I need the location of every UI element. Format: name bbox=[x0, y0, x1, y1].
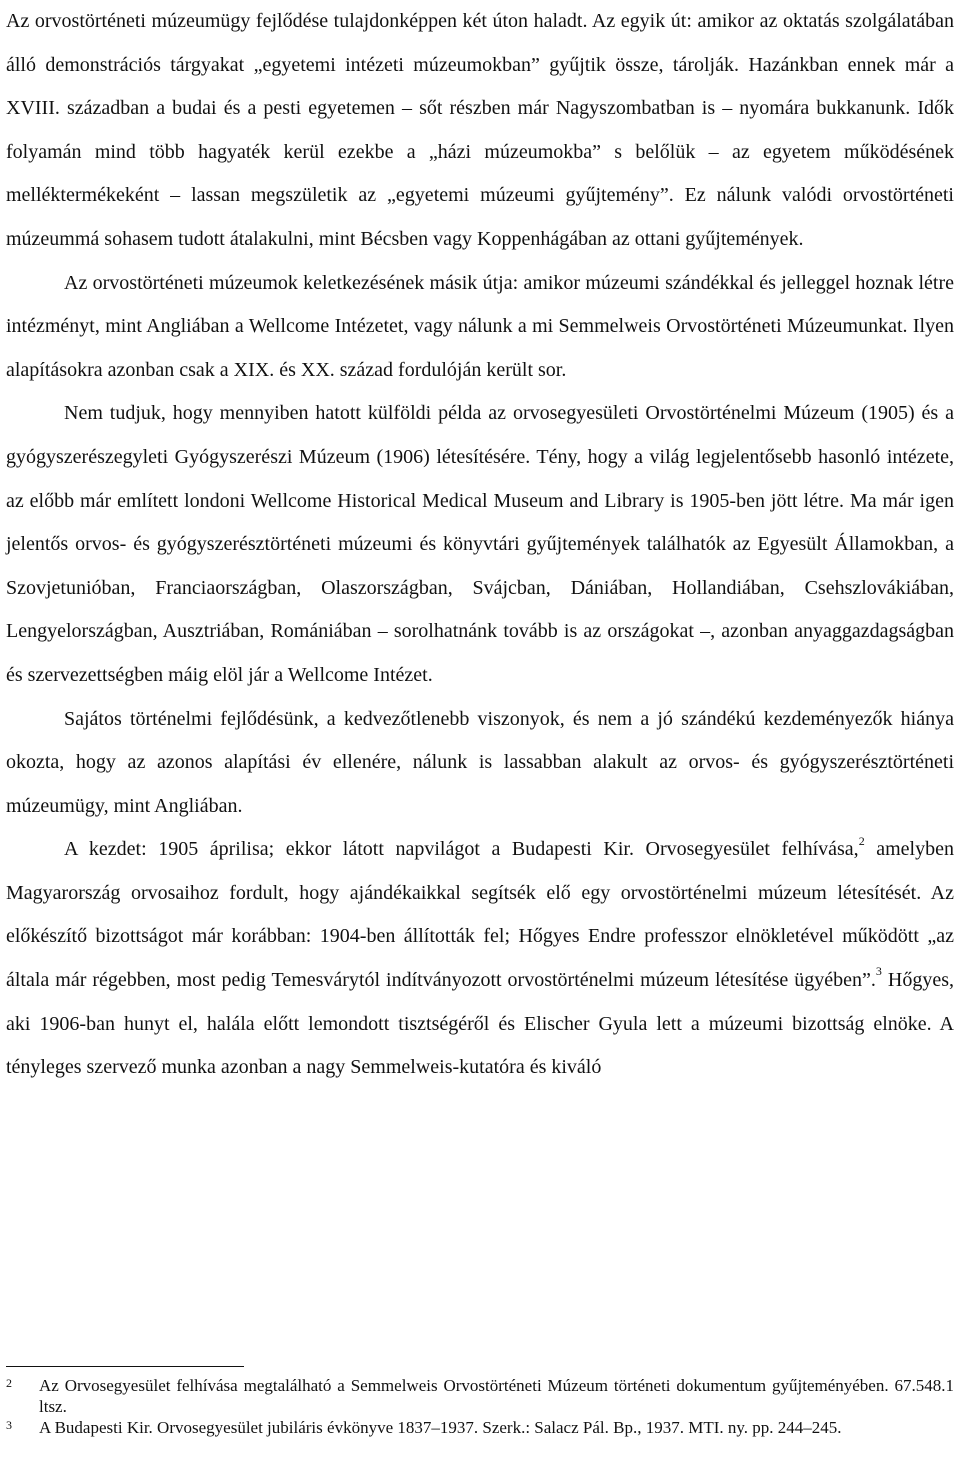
paragraph-text: Nem tudjuk, hogy mennyiben hatott külföldi példa az orvosegyesületi Orvostörténelmi Múzeum (1905) és a gyógyszerészegyleti Gyógyszerészi Múzeum (1906) létesítésére. Tény, hogy a világ legjelentősebb hasonló intézete, az előbb már említett londoni Wellcome Historical Medical Museum and Library is 1905-ben jött létre. Ma már igen jelentős orvos- és gyógyszerésztörténeti múzeumi és könyvtári gyűjtemények találhatók az Egyesült Államokban, a Szovjetunióban, Franciaországban, Olaszországban, Svájcban, Dániában, Hollandiában, Csehszlovákiában, Lengyelországban, Ausztriában, Romániában – sorolhatnánk tovább is az országokat –, azonban anyaggazdagságban és szervezettségben máig elöl jár a Wellcome Intézet. bbox=[6, 402, 954, 686]
footnote-number: 2 bbox=[6, 1376, 12, 1390]
footnote-3 bbox=[6, 1417, 954, 1438]
paragraph bbox=[6, 392, 954, 697]
footnote-reference: 3 bbox=[875, 964, 882, 979]
document-page bbox=[6, 0, 954, 1090]
footnote-separator bbox=[6, 1366, 244, 1367]
footnote-2 bbox=[6, 1375, 954, 1417]
paragraph-text: Az orvostörténeti múzeumügy fejlődése tulajdonképpen két úton haladt. Az egyik út: amikor az oktatás szolgálatában álló demonstrációs tárgyakat „egyetemi intézeti múzeumokban” gyűjtik össze, tárolják. Hazánkban ennek már a XVIII. században a budai és a pesti egyetemen – sőt részben már Nagyszombatban is – nyomára bukkanunk. Idők folyamán mind több hagyaték kerül ezekbe a „házi múzeumokba” s belőlük – az egyetem működésének melléktermékeként – lassan megszületik az „egyetemi múzeumi gyűjtemény”. Ez nálunk valódi orvostörténeti múzeummá sohasem tudott átalakulni, mint Bécsben vagy Koppenhágában az ottani gyűjtemények. bbox=[6, 10, 954, 250]
paragraph-text: Hőgyes, aki 1906-ban hunyt el, halála előtt lemondott tisztségéről és Elischer Gyula lett a múzeumi bizottság elnöke. A tényleges szervező munka azonban a nagy Semmelweis-kutatóra és kiváló bbox=[6, 969, 954, 1079]
body-text bbox=[6, 0, 954, 1090]
paragraph-text: amelyben Magyarország orvosaihoz fordult, hogy ajándékaikkal segítsék elő egy orvostörténelmi múzeum létesítését. Az előkészítő bizottságot már korábban: 1904-ben állították fel; Hőgyes Endre professzor elnökletével működött „az általa már régebben, most pedig Temesvárytól indítványozott orvostörténelmi múzeum létesítése ügyében”. bbox=[6, 838, 954, 992]
footnote-number: 3 bbox=[6, 1418, 12, 1432]
footnote-reference: 2 bbox=[858, 833, 865, 848]
paragraph-text: Sajátos történelmi fejlődésünk, a kedvezőtlenebb viszonyok, és nem a jó szándékú kezdeményezők hiánya okozta, hogy az azonos alapítási év ellenére, nálunk is lassabban alakult az orvos- és gyógyszerésztörténeti múzeumügy, mint Angliában. bbox=[6, 707, 954, 817]
paragraph bbox=[6, 0, 954, 262]
paragraph bbox=[6, 698, 954, 829]
paragraph bbox=[6, 262, 954, 393]
footnotes bbox=[6, 1375, 954, 1438]
paragraph-text: A kezdet: 1905 áprilisa; ekkor látott napvilágot a Budapesti Kir. Orvosegyesület felhívása, bbox=[64, 838, 859, 861]
footnote-text: Az Orvosegyesület felhívása megtalálható a Semmelweis Orvostörténeti Múzeum történeti dokumentum gyűjteményében. 67.548.1 ltsz. bbox=[39, 1376, 954, 1416]
footnote-text: A Budapesti Kir. Orvosegyesület jubiláris évkönyve 1837–1937. Szerk.: Salacz Pál. Bp., 1937. MTI. ny. pp. 244–245. bbox=[39, 1418, 842, 1437]
paragraph-text: Az orvostörténeti múzeumok keletkezésének másik útja: amikor múzeumi szándékkal és jelleggel hoznak létre intézményt, mint Angliában a Wellcome Intézetet, vagy nálunk a mi Semmelweis Orvostörténeti Múzeumunkat. Ilyen alapításokra azonban csak a XIX. és XX. század fordulóján került sor. bbox=[6, 271, 954, 381]
paragraph bbox=[6, 828, 954, 1090]
